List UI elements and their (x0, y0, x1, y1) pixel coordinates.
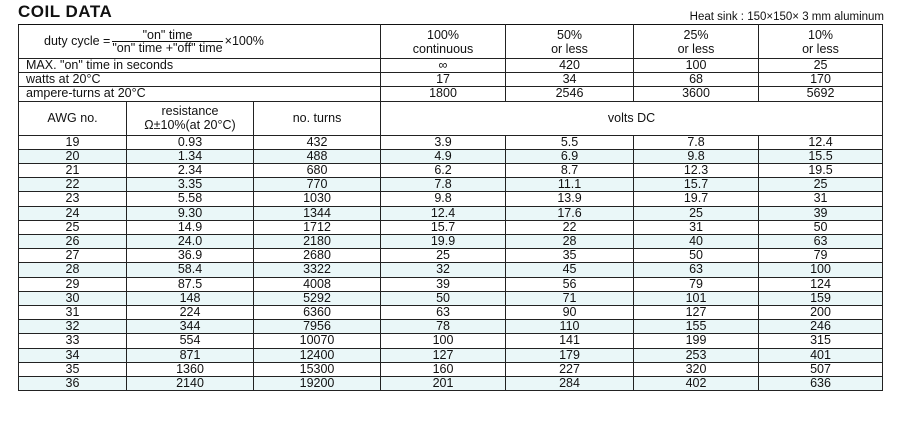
summary-label: MAX. "on" time in seconds (19, 59, 381, 73)
awg-cell: 27 (19, 249, 127, 263)
turns-cell: 6360 (254, 306, 381, 320)
volts-cell: 17.6 (506, 206, 634, 220)
volts-cell: 15.5 (759, 149, 883, 163)
volts-cell: 31 (634, 220, 759, 234)
summary-row (19, 59, 883, 73)
awg-cell: 21 (19, 164, 127, 178)
table-row (19, 220, 883, 234)
awg-cell: 29 (19, 277, 127, 291)
volts-cell: 25 (381, 249, 506, 263)
volts-cell: 15.7 (381, 220, 506, 234)
volts-cell: 160 (381, 362, 506, 376)
resistance-cell: 58.4 (127, 263, 254, 277)
turns-cell: 1712 (254, 220, 381, 234)
volts-header: volts DC (381, 101, 883, 135)
resistance-cell: 3.35 (127, 178, 254, 192)
volts-cell: 284 (506, 377, 634, 391)
volts-cell: 200 (759, 306, 883, 320)
table-row (19, 263, 883, 277)
volts-cell: 39 (759, 206, 883, 220)
table-row (19, 277, 883, 291)
summary-value: 2546 (506, 87, 634, 101)
summary-label: ampere-turns at 20°C (19, 87, 381, 101)
awg-cell: 24 (19, 206, 127, 220)
resistance-cell: 1360 (127, 362, 254, 376)
summary-row (19, 73, 883, 87)
turns-cell: 15300 (254, 362, 381, 376)
awg-cell: 26 (19, 235, 127, 249)
table-row (19, 377, 883, 391)
summary-value: 5692 (759, 87, 883, 101)
volts-cell: 6.9 (506, 149, 634, 163)
awg-cell: 30 (19, 291, 127, 305)
volts-cell: 56 (506, 277, 634, 291)
table-row (19, 178, 883, 192)
duty-cycle-row (19, 25, 883, 59)
turns-cell: 3322 (254, 263, 381, 277)
volts-cell: 401 (759, 348, 883, 362)
volts-cell: 31 (759, 192, 883, 206)
volts-cell: 78 (381, 320, 506, 334)
duty-column-header: 25% or less (634, 25, 759, 59)
volts-cell: 155 (634, 320, 759, 334)
volts-cell: 507 (759, 362, 883, 376)
volts-cell: 28 (506, 235, 634, 249)
resistance-cell: 554 (127, 334, 254, 348)
turns-cell: 488 (254, 149, 381, 163)
volts-cell: 11.1 (506, 178, 634, 192)
table-row (19, 249, 883, 263)
volts-cell: 636 (759, 377, 883, 391)
awg-cell: 20 (19, 149, 127, 163)
volts-cell: 63 (634, 263, 759, 277)
volts-cell: 15.7 (634, 178, 759, 192)
page-title: COIL DATA (18, 2, 113, 21)
volts-cell: 159 (759, 291, 883, 305)
summary-value: 3600 (634, 87, 759, 101)
table-row (19, 192, 883, 206)
duty-cycle-fraction (112, 29, 222, 54)
volts-cell: 63 (759, 235, 883, 249)
volts-cell: 127 (381, 348, 506, 362)
table-row (19, 206, 883, 220)
awg-cell: 31 (19, 306, 127, 320)
resistance-cell: 9.30 (127, 206, 254, 220)
volts-cell: 4.9 (381, 149, 506, 163)
turns-cell: 1344 (254, 206, 381, 220)
resistance-cell: 2140 (127, 377, 254, 391)
volts-cell: 63 (381, 306, 506, 320)
duty-numerator: "on" time (112, 29, 222, 42)
turns-cell: 12400 (254, 348, 381, 362)
volts-cell: 71 (506, 291, 634, 305)
table-row (19, 149, 883, 163)
volts-cell: 50 (634, 249, 759, 263)
awg-cell: 34 (19, 348, 127, 362)
resistance-cell: 5.58 (127, 192, 254, 206)
resistance-cell: 148 (127, 291, 254, 305)
volts-cell: 25 (759, 178, 883, 192)
summary-rows (19, 59, 883, 102)
volts-cell: 12.4 (381, 206, 506, 220)
table-row (19, 348, 883, 362)
turns-cell: 5292 (254, 291, 381, 305)
volts-cell: 127 (634, 306, 759, 320)
awg-cell: 19 (19, 135, 127, 149)
turns-cell: 680 (254, 164, 381, 178)
turns-cell: 7956 (254, 320, 381, 334)
volts-cell: 35 (506, 249, 634, 263)
duty-column-header: 10% or less (759, 25, 883, 59)
summary-row (19, 87, 883, 101)
volts-cell: 124 (759, 277, 883, 291)
volts-cell: 90 (506, 306, 634, 320)
volts-cell: 6.2 (381, 164, 506, 178)
duty-column-header: 100% continuous (381, 25, 506, 59)
volts-cell: 79 (634, 277, 759, 291)
table-row (19, 362, 883, 376)
resistance-cell: 0.93 (127, 135, 254, 149)
data-rows (19, 135, 883, 391)
resistance-cell: 14.9 (127, 220, 254, 234)
volts-cell: 22 (506, 220, 634, 234)
turns-cell: 2180 (254, 235, 381, 249)
awg-cell: 32 (19, 320, 127, 334)
volts-cell: 39 (381, 277, 506, 291)
summary-value: 170 (759, 73, 883, 87)
volts-cell: 32 (381, 263, 506, 277)
table-row (19, 306, 883, 320)
volts-cell: 110 (506, 320, 634, 334)
volts-cell: 79 (759, 249, 883, 263)
volts-cell: 13.9 (506, 192, 634, 206)
volts-cell: 40 (634, 235, 759, 249)
turns-cell: 432 (254, 135, 381, 149)
table-row (19, 164, 883, 178)
turns-cell: 2680 (254, 249, 381, 263)
awg-cell: 35 (19, 362, 127, 376)
volts-cell: 315 (759, 334, 883, 348)
volts-cell: 201 (381, 377, 506, 391)
volts-cell: 19.7 (634, 192, 759, 206)
volts-cell: 320 (634, 362, 759, 376)
resistance-cell: 36.9 (127, 249, 254, 263)
turns-cell: 4008 (254, 277, 381, 291)
volts-cell: 45 (506, 263, 634, 277)
volts-cell: 12.3 (634, 164, 759, 178)
coil-data-table (18, 24, 883, 391)
awg-cell: 23 (19, 192, 127, 206)
turns-cell: 770 (254, 178, 381, 192)
duty-denominator: "on" time +"off" time (112, 41, 223, 55)
volts-cell: 3.9 (381, 135, 506, 149)
table-row (19, 235, 883, 249)
summary-value: 68 (634, 73, 759, 87)
summary-value: 420 (506, 59, 634, 73)
awg-cell: 22 (19, 178, 127, 192)
volts-cell: 227 (506, 362, 634, 376)
resistance-cell: 224 (127, 306, 254, 320)
resistance-header: resistance Ω±10%(at 20°C) (127, 101, 254, 135)
summary-value: 100 (634, 59, 759, 73)
volts-cell: 179 (506, 348, 634, 362)
volts-cell: 7.8 (634, 135, 759, 149)
volts-cell: 246 (759, 320, 883, 334)
awg-header: AWG no. (19, 101, 127, 135)
volts-cell: 9.8 (634, 149, 759, 163)
turns-cell: 10070 (254, 334, 381, 348)
turns-header: no. turns (254, 101, 381, 135)
resistance-cell: 2.34 (127, 164, 254, 178)
volts-cell: 9.8 (381, 192, 506, 206)
volts-cell: 5.5 (506, 135, 634, 149)
duty-cycle-formula (19, 25, 381, 59)
volts-cell: 8.7 (506, 164, 634, 178)
volts-cell: 19.9 (381, 235, 506, 249)
summary-value: 17 (381, 73, 506, 87)
awg-cell: 33 (19, 334, 127, 348)
volts-cell: 402 (634, 377, 759, 391)
volts-cell: 50 (381, 291, 506, 305)
summary-value: 1800 (381, 87, 506, 101)
volts-cell: 101 (634, 291, 759, 305)
summary-value: 25 (759, 59, 883, 73)
awg-cell: 36 (19, 377, 127, 391)
volts-cell: 25 (634, 206, 759, 220)
summary-label: watts at 20°C (19, 73, 381, 87)
volts-cell: 12.4 (759, 135, 883, 149)
volts-cell: 141 (506, 334, 634, 348)
summary-value: ∞ (381, 59, 506, 73)
volts-cell: 50 (759, 220, 883, 234)
table-row (19, 291, 883, 305)
volts-cell: 7.8 (381, 178, 506, 192)
turns-cell: 19200 (254, 377, 381, 391)
awg-cell: 25 (19, 220, 127, 234)
awg-cell: 28 (19, 263, 127, 277)
resistance-cell: 344 (127, 320, 254, 334)
resistance-cell: 87.5 (127, 277, 254, 291)
volts-cell: 199 (634, 334, 759, 348)
volts-cell: 19.5 (759, 164, 883, 178)
table-row (19, 320, 883, 334)
resistance-cell: 1.34 (127, 149, 254, 163)
resistance-cell: 24.0 (127, 235, 254, 249)
volts-cell: 100 (759, 263, 883, 277)
duty-column-header: 50% or less (506, 25, 634, 59)
heat-sink-note: Heat sink : 150×150× 3 mm aluminum (689, 11, 884, 23)
table-row (19, 135, 883, 149)
volts-cell: 253 (634, 348, 759, 362)
turns-cell: 1030 (254, 192, 381, 206)
summary-value: 34 (506, 73, 634, 87)
table-row (19, 334, 883, 348)
resistance-cell: 871 (127, 348, 254, 362)
volts-cell: 100 (381, 334, 506, 348)
duty-suffix: ×100% (224, 33, 264, 48)
column-header-row (19, 101, 883, 135)
duty-cycle-label: duty cycle = (44, 33, 111, 48)
